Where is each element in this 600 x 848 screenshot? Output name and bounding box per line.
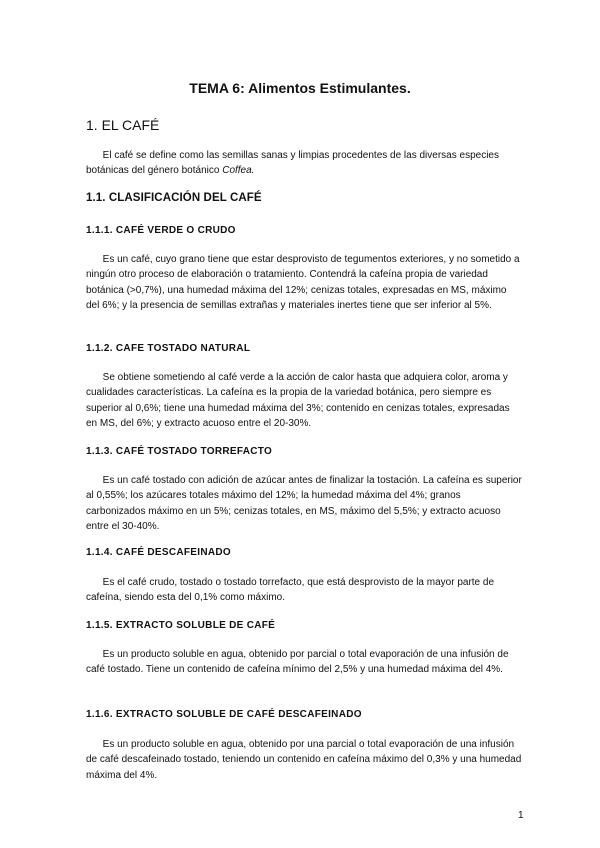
subsection-heading-cafe-verde: 1.1.1. CAFÉ VERDE O CRUDO <box>86 225 236 236</box>
paragraph-cafe-torrefacto-text: Es un café tostado con adición de azúcar antes de finalizar la tostación. La cafeína es superior al 0,55%; los azúcares totales máximo del 12%; la humedad máxima del 4%; granos carbonizados máximo en un 5%; cenizas totales, en MS, máximo del 5,5%; y extracto acuoso entre el 30-40%. <box>86 475 522 532</box>
subsection-heading-cafe-torrefacto: 1.1.3. CAFÉ TOSTADO TORREFACTO <box>86 446 273 457</box>
paragraph-extracto-soluble-text: Es un producto soluble en agua, obtenido por parcial o total evaporación de una infusión de café tostado. Tiene un contenido de cafeína mínimo del 2,5% y una humedad máxima del 4%. <box>86 649 509 676</box>
subsection-heading-cafe-tostado-natural: 1.1.2. CAFE TOSTADO NATURAL <box>86 343 251 354</box>
subsection-heading-extracto-soluble: 1.1.5. EXTRACTO SOLUBLE DE CAFÉ <box>86 620 276 631</box>
paragraph-cafe-tostado-natural-text: Se obtiene sometiendo al café verde a la acción de calor hasta que adquiera color, aroma y cualidades características. La cafeína es la propia de la variedad botánica, pero siempre es superior al 0,6%; tiene una humedad máxima del 3%; contenido en cenizas totales, expresadas en MS, del 6%; y extracto acuoso entre el 20-30%. <box>86 372 510 429</box>
paragraph-cafe-tostado-natural <box>86 370 522 431</box>
intro-italic-genus: Coffea. <box>222 165 255 177</box>
paragraph-extracto-soluble-descafeinado-text: Es un producto soluble en agua, obtenido por una parcial o total evaporación de una infusión de café descafeinado tostado, teniendo un contenido en cafeína máximo del 0,3% y una humedad máxima del 4%. <box>86 739 522 781</box>
subsection-heading-extracto-soluble-descafeinado: 1.1.6. EXTRACTO SOLUBLE DE CAFÉ DESCAFEINADO <box>86 709 362 720</box>
intro-paragraph <box>86 148 522 179</box>
document-title: TEMA 6: Alimentos Estimulantes. <box>189 80 411 96</box>
subsection-heading-clasificacion: 1.1. CLASIFICACIÓN DEL CAFÉ <box>86 192 262 204</box>
paragraph-cafe-verde <box>86 252 522 313</box>
page-number: 1 <box>518 810 524 821</box>
paragraph-extracto-soluble-descafeinado <box>86 737 522 783</box>
paragraph-cafe-verde-text: Es un café, cuyo grano tiene que estar desprovisto de tegumentos exteriores, y no sometido a ningún otro proceso de elaboración o tratamiento. Contendrá la cafeína propia de variedad botánica (>0,7%), una humedad máxima del 12%; cenizas totales, expresadas en MS, máximo del 6%; y la presencia de semillas extrañas y materiales inertes tiene que ser inferior al 5%. <box>86 254 520 311</box>
paragraph-extracto-soluble <box>86 647 522 678</box>
paragraph-cafe-descafeinado <box>86 575 522 606</box>
section-heading-el-cafe: 1. EL CAFÉ <box>86 117 160 133</box>
paragraph-cafe-torrefacto <box>86 473 522 534</box>
paragraph-cafe-descafeinado-text: Es el café crudo, tostado o tostado torrefacto, que está desprovisto de la mayor parte de cafeína, siendo esta del 0,1% como máximo. <box>86 577 495 604</box>
intro-text: El café se define como las semillas sanas y limpias procedentes de las diversas especies botánicas del género botánico <box>86 150 499 177</box>
subsection-heading-cafe-descafeinado: 1.1.4. CAFÉ DESCAFEINADO <box>86 547 232 558</box>
